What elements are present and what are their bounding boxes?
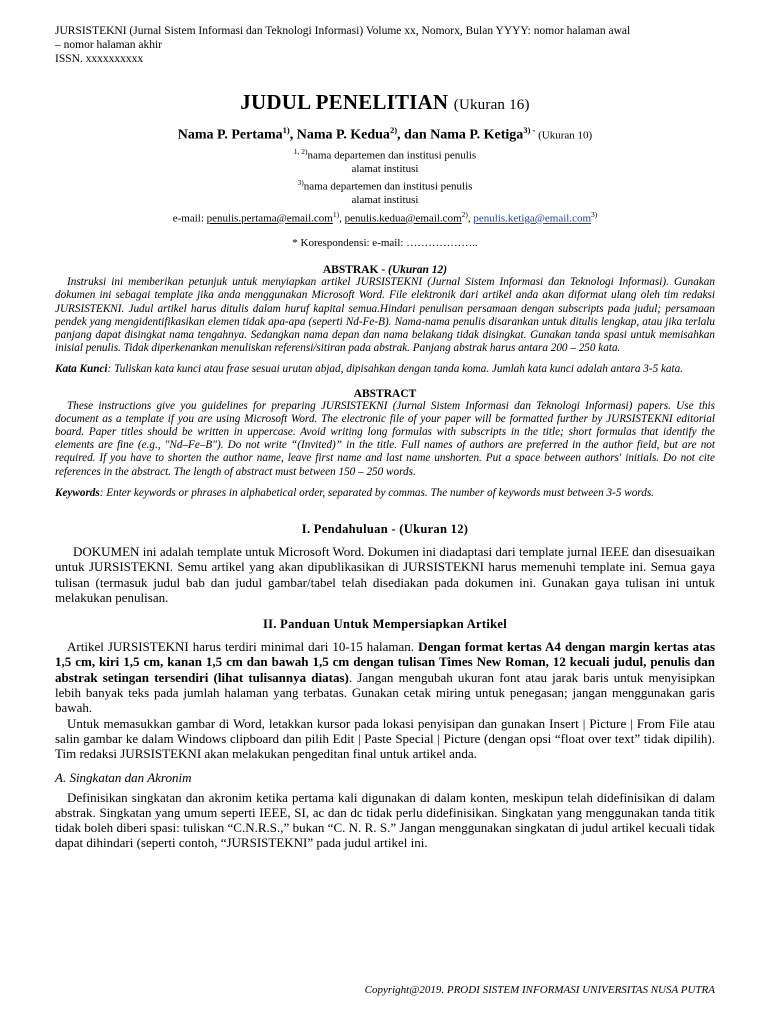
email-sup-2: 2) (461, 209, 468, 219)
abstrak-heading-label: ABSTRAK - (322, 264, 389, 277)
title-main: JUDUL PENELITIAN (240, 90, 449, 114)
affiliations (55, 145, 715, 208)
header-issn: ISSN. xxxxxxxxxx (55, 53, 144, 65)
abstrak-size-note: (Ukuran 12) (388, 264, 448, 277)
email-link-2[interactable]: penulis.kedua@email.com (344, 212, 462, 225)
section-2-para-1 (55, 639, 715, 715)
author-3-sup: 3) (523, 125, 531, 135)
affil-1-sup: 1, 2) (293, 146, 308, 156)
running-header (55, 24, 715, 66)
abstrak-heading (55, 264, 715, 276)
journal-page (55, 24, 715, 851)
affil-1-dept: nama departemen dan institusi penulis (307, 149, 477, 162)
section-1-body (55, 544, 715, 605)
subsection-a-text: Definisikan singkatan dan akronim ketika pertama kali digunakan di dalam konten, meskipun telah didefinisikan di dalam abstrak. Singkatan yang umum seperti IEEE, SI, ac dan dc tidak perlu didefinisikan. Singkatan yang menggunakan tanda titik tidak boleh diberi spasi: tuliskan “C.N.R.S.,” bukan “C. N. R. S.” Jangan menggunakan singkatan di judul artikel kecuali tidak dapat dihindari (seperti contoh, “JURSISTEKNI” pada judul artikel ini. (55, 789, 715, 851)
affil-2-address: alamat institusi (351, 194, 419, 207)
correspondence: * Korespondensi: e-mail: ……………….. (292, 237, 478, 250)
abstract-text: These instructions give you guidelines for preparing JURSISTEKNI (Jurnal Sistem Informasi dan Teknologi Informasi) papers. Use this document as a template if you are using Microsoft Word. The electronic file of your paper will be formatted further by JURSISTEKNI editorial board. Paper titles should be written in uppercase. Avoid writing long formulas with subscripts in the title; short formulas that identify the elements are fine (e.g., "Nd–Fe–B"). Do not write “(Invited)” in the title. Full names of authors are preferred in the author field, but are not required. If you have to shorten the author name, leave first name and last name unshorten. Put a space between authors' initials. Do not cite references in the abstract. The length of abstract must between 150 – 250 words. (55, 399, 715, 478)
author-1: Nama P. Pertama (177, 127, 283, 143)
author-3: Nama P. Ketiga (430, 127, 524, 143)
affil-1-address: alamat institusi (351, 162, 419, 175)
section-2-body (55, 639, 715, 761)
email-sup-1: 1) (332, 209, 340, 219)
header-line-2: – nomor halaman akhir (55, 39, 162, 51)
section-2-heading: II. Panduan Untuk Mempersiapkan Artikel (262, 617, 508, 632)
subsection-a-body (55, 790, 715, 851)
keywords (55, 487, 715, 500)
kata-kunci-label: Kata Kunci (55, 363, 108, 376)
s2-p1-c: . Jangan mengubah ukuran font atau jarak baris untuk menyisipkan lebih banyak teks pada jumlah halaman yang terbatas. Gunakan cetak miring untuk penegasan; jangan menggunakan garis bawah. (55, 669, 715, 716)
keywords-label: Keywords (55, 486, 100, 499)
section-2-para-2: Untuk memasukkan gambar di Word, letakkan kursor pada lokasi penyisipan dan gunakan Insert | Picture | From File atau salin gambar ke dalam Windows clipboard dan pilih Edit | Paste Special | Picture (dengan opsi “float over text” tidak dipilih). Tim redaksi JURSISTEKNI akan melakukan pengeditan final untuk artikel anda. (55, 715, 715, 762)
section-1-heading: I. Pendahuluan - (Ukuran 12) (301, 521, 469, 536)
affil-2-dept: nama departemen dan institusi penulis (303, 180, 473, 193)
author-dash: - (530, 125, 536, 135)
author-sep-1: , (289, 127, 297, 143)
header-line-1: JURSISTEKNI (Jurnal Sistem Informasi dan Teknologi Informasi) Volume xx, Nomorx, Bulan YYYY: nomor halaman awal (55, 25, 631, 37)
email-line: e-mail: penulis.pertama@email.com$^{1)}$, penulis.kedua@email.com$^{2)}$, penulis.ketiga@email.com$^{3)}$ (172, 209, 598, 225)
abstrak-text: Instruksi ini memberikan petunjuk untuk menyiapkan artikel JURSISTEKNI (Jurnal Sistem Informasi dan Teknologi Informasi). Gunakan dokumen ini sebagai template jika anda menggunakan Microsoft Word. File elektronik dari artikel anda akan diformat ulang oleh tim redaksi JURSISTEKNI. Judul artikel harus ditulis dalam huruf kapital semua.Hindari penulisan persamaan dengan subscripts pada judul; persamaan pendek yang mengidentifikasikan elemen tidak apa-apa (seperti Nd-Fe-B). Nama-nama penulis disarankan untuk ditulis lengkap, atau jika terlalu panjang dapat disingkat nama tengahnya. Sedangkan nama depan dan nama belakang tidak disingkat. Gunakan tanda spasi untuk memisahkan inisial penulis. Tidak diperkenankan menuliskan referensi/sitiran pada abstrak. Panjang abstrak harus antara 200 – 250 kata. (55, 276, 715, 355)
affil-2-sup: 3) (297, 178, 304, 188)
kata-kunci (55, 363, 715, 376)
affil-1 (55, 145, 715, 163)
email-link-1[interactable]: penulis.pertama@email.com (206, 212, 333, 225)
paper-title (55, 90, 715, 115)
email-label: e-mail: (172, 212, 207, 225)
keywords-text: : Enter keywords or phrases in alphabetical order, separated by commas. The number of keywords must between 3-5 words. (99, 486, 654, 499)
title-size-note: (Ukuran 16) (453, 97, 530, 113)
section-1-text: DOKUMEN ini adalah template untuk Microsoft Word. Dokumen ini diadaptasi dari template jurnal IEEE dan disesuaikan untuk JURSISTEKNI. Semu artikel yang akan dipublikasikan di JURSISTEKNI harus memenuhi template ini. Semua gaya tulisan (termasuk judul bab dan judul gambar/tabel telah disediakan pada dokumen ini. Gunakan gaya tulisan ini untuk melakukan penulisan. (55, 543, 715, 605)
copyright-footer: Copyright@2019. PRODI SISTEM INFORMASI UNIVERSITAS NUSA PUTRA (364, 984, 715, 996)
author-list (55, 125, 715, 144)
s2-p1-a: Artikel JURSISTEKNI harus terdiri minimal dari 10-15 halaman. (67, 639, 419, 655)
author-2: Nama P. Kedua (296, 127, 390, 143)
author-sep-2: , dan (397, 127, 431, 143)
subsection-a-heading: A. Singkatan dan Akronim (55, 769, 192, 785)
author-size-note: (Ukuran 10) (535, 129, 593, 142)
author-1-sup: 1) (282, 125, 290, 135)
affil-2 (55, 176, 715, 194)
kata-kunci-text: : Tuliskan kata kunci atau frase sesuai urutan abjad, dipisahkan dengan tanda koma. Jumlah kata kunci adalah antara 3-5 kata. (107, 363, 684, 376)
email-link-3[interactable]: penulis.ketiga@email.com (473, 212, 592, 225)
abstract-heading: ABSTRACT (353, 387, 417, 400)
s2-p1-bold: Dengan format kertas A4 dengan margin kertas atas 1,5 cm, kiri 1,5 cm, kanan 1,5 cm dan bawah 1,5 cm dengan tulisan Times New Roman, 12 kecuali judul, penulis dan abstrak setingan tersendiri (lihat tulisannya diatas) (55, 639, 716, 685)
author-2-sup: 2) (389, 125, 398, 135)
email-sup-3: 3) (591, 209, 598, 219)
